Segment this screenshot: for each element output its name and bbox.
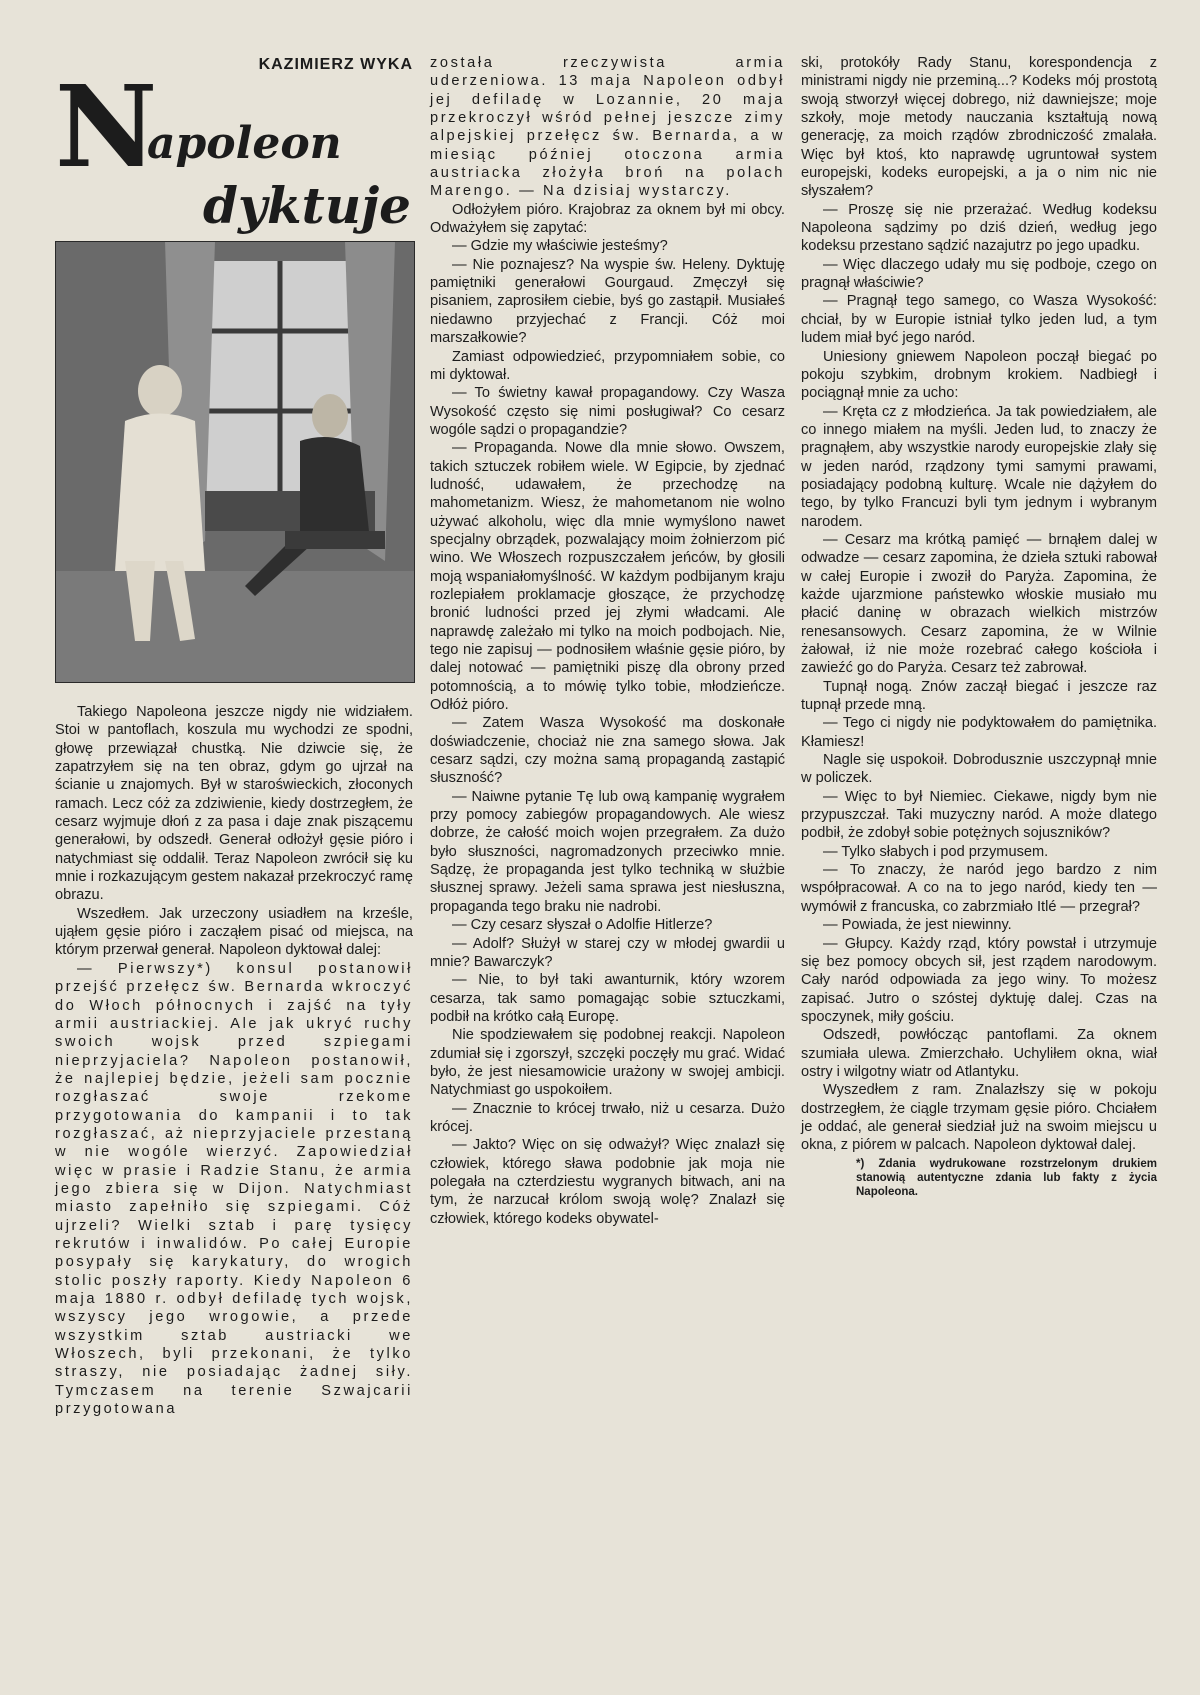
paragraph: — Pragnął tego samego, co Wasza Wysokość: chciał, by w Europie istniał tylko jeden lud, a tym ludem miał być jego naród. <box>801 293 1157 347</box>
paragraph: Odłożyłem pióro. Krajobraz za oknem był mi obcy. Odważyłem się zapytać: <box>430 201 785 237</box>
paragraph: Odszedł, powłócząc pantoflami. Za oknem szumiała ulewa. Zmierzchało. Uchyliłem okna, wiał ostry i wilgotny wiatr od Atlantyku. <box>801 1027 1157 1080</box>
paragraph: — Gdzie my właściwie jesteśmy? <box>452 238 668 255</box>
paragraph: — Naiwne pytanie Tę lub ową kampanię wygrałem przy pomocy zabiegów propagandowych. Ale wiesz dobrze, że całość moich wojen przegrałem. Za dużo było słuszności, nagromadzonych przeciwko mnie. Sądzę, że propaganda jest tylko techniką w służbie słusznej sprawy. Jeżeli sama sprawa jest niesłuszna, propaganda tego braku nie nadrobi. <box>430 788 785 915</box>
paragraph: Nagle się uspokoił. Dobrodusznie uszczypnął mnie w policzek. <box>801 752 1157 787</box>
paragraph: — Zatem Wasza Wysokość ma doskonałe doświadczenie, chociaż nie zna samego słowa. Jak cesarz sądzi, czy można samą propagandą zastąpić słuszność? <box>430 715 785 787</box>
paragraph: — Nie poznajesz? Na wyspie św. Heleny. Dyktuję pamiętniki generałowi Gourgaud. Zmęczył się pisaniem, zaprosiłem ciebie, byś go zastąpił. Musiałeś niedawno przyjechać z Francji. Cóż moi marszałkowie? <box>430 256 785 347</box>
paragraph: — Propaganda. Nowe dla mnie słowo. Owszem, takich sztuczek robiłem wiele. W Egipcie, by zjednać ludność, udawałem, że przechodzę na mahometanizm. Wiesz, że mahometanom nie wolno używać alkoholu, więc dla mnie wymyślono nawet specjalny obrządek, pozwalający moim żołnierzom pić wino. We Włoszech rozpuszczałem jeńców, by głosili moją wspaniałomyślność. W każdym podbijanym kraju rozlepiałem proklamacje głoszące, że przychodzę bronić ludności przed jej złymi władcami. Ale naprawdę zależało mi tylko na moich podbojach. Nie, tego nie zapisuj — podnosiłem właśnie gęsie pióro, by dalej notować — pamiętniki piszę dla obrony przed potomnością, a to mówię tylko tobie, młodzieńcze. Odłóż pióro. <box>430 440 785 714</box>
paragraph: Takiego Napoleona jeszcze nigdy nie widziałem. Stoi w pantoflach, koszula mu wychodzi ze spodni, głowę przewiązał chustką. Nie dziwcie się, że zapatrzyłem się na ten obraz, gdym go ujrzał na ścianie u znajomych. Był w staroświeckich, złoconych ramach. Lecz cóż za zdziwienie, kiedy dostrzegłem, że cesarz wyjmuje dłoń z za pasa i daje znak piszącemu generałowi, by odszedł. Generał odłożył gęsie pióro i natychmiast się oddalił. Teraz Napoleon zwrócił się ku mnie i rozkazującym gestem nakazał przekroczyć ramę obrazu. <box>55 704 413 904</box>
paragraph: — Tego ci nigdy nie podyktowałem do pamiętnika. Kłamiesz! <box>801 715 1157 750</box>
column-1-text <box>55 703 413 1418</box>
paragraph: Uniesiony gniewem Napoleon począł biegać po pokoju szybkim, drobnym krokiem. Nadbiegł i pociągnął mnie za ucho: <box>801 348 1157 402</box>
paragraph: — Pierwszy*) konsul postanowił przejść przełęcz św. Bernarda wkroczyć do Włoch północnych i zajść na tyły armii austriackiej. Ale jak ukryć ruchy swoich wojsk przed szpiegami nieprzyjaciela? Napoleon postanowił, że najlepiej będzie, jeżeli sam pocznie rozgłaszać swoje rzekome przygotowania do kampanii i to tak rozgłaszać, aż nieprzyjaciele przestaną w nie wogóle wierzyć. Zapowiedział więc w prasie i Radzie Stanu, że armia jego zbiera się w Dijon. Natychmiast miasto zapełniło się szpiegami. Cóż ujrzeli? Wielki sztab i parę tysięcy rekrutów i inwalidów. Po całej Europie posypały się karykatury, do wrogich stolic poszły raporty. Kiedy Napoleon 6 maja 1880 r. odbył defiladę tych wojsk, wszyscy jego wrogowie, a przede wszystkim sztab austriacki we Włoszech, byli przekonani, że tylko straszy, nie posiadając żadnej siły. Tymczasem na terenie Szwajcarii przygotowana <box>55 960 413 1418</box>
footnote: *) Zdania wydrukowane rozstrzelonym drukiem stanowią autentyczne zdania lub fakty z życia Napoleona. <box>856 1157 1157 1198</box>
author-name: KAZIMIERZ WYKA <box>258 56 413 73</box>
paragraph: ski, protokóły Rady Stanu, korespondencja z ministrami nigdy nie przeminą...? Kodeks mój prostotą swoją stworzył więcej dobrego, niż dawniejsze; moje szkoły, moje metody nauczania kształtują nową generację, za moich rządów zbrodniczość zmalała. Więc był ktoś, kto naprawdę ugruntował system europejski, kodeks europejski, a ja o nim nic nie słyszałem? <box>801 55 1157 200</box>
paragraph: — To świetny kawał propagandowy. Czy Wasza Wysokość często się nimi posługiwał? Co cesarz wogóle sądzi o propagandzie? <box>430 385 785 438</box>
paragraph: — Więc dlaczego udały mu się podboje, czego on pragnął właściwie? <box>801 256 1157 292</box>
paragraph: Wszedłem. Jak urzeczony usiadłem na krześle, ująłem gęsie pióro i zacząłem pisać od miejsca, na którym przerwał generał. Napoleon dyktował dalej: <box>55 905 413 959</box>
paragraph: — Kręta cz z młodzieńca. Ja tak powiedziałem, ale co innego miałem na myśli. Jeden lud, to znaczy że pragnąłem, aby wszystkie narody europejskie zlały się w jeden naród, rządzony tymi samymi prawami, posiadający podobną kulturę. Wcale nie dążyłem do tego, by tylko Francuzi byli tym jednym i wybranym narodem. <box>801 403 1157 530</box>
paragraph: — Więc to był Niemiec. Ciekawe, nigdy bym nie przypuszczał. Taki muzyczny naród. A może dlatego podbił, że zdobył sobie potężnych sojuszników? <box>801 788 1157 842</box>
paragraph: została rzeczywista armia uderzeniowa. 13 maja Napoleon odbył jej defiladę w Lozannie, 20 maja przekroczył wśród pełnej jeszcze zimy alpejskiej przełęcz św. Bernarda, a w miesiąc później otoczona armia austriacka złożyła broń na polach Marengo. — Na dzisiaj wystarczy. <box>430 55 785 200</box>
article-illustration <box>55 241 415 683</box>
paragraph: — Tylko słabych i pod przymusem. <box>823 843 1049 860</box>
paragraph: Nie spodziewałem się podobnej reakcji. Napoleon zdumiał się i zgorszył, szczęki poczęły mu grać. Widać było, że jest niesamowicie urażony w swojej ambicji. Natychmiast go uspokoiłem. <box>430 1027 785 1099</box>
napoleon-engraving <box>55 241 415 683</box>
paragraph: Tupnął nogą. Znów zaczął biegać i jeszcze raz tupnął przede mną. <box>801 678 1157 714</box>
title-word-1: apoleon <box>147 118 342 169</box>
paragraph: — Znacznie to krócej trwało, niż u cesarza. Dużo krócej. <box>430 1100 785 1135</box>
column-3 <box>801 54 1157 1199</box>
paragraph: Wyszedłem z ram. Znalazłszy się w pokoju dostrzegłem, że ciągle trzymam gęsie pióro. Chciałem je oddać, ale generał siedział już na swoim miejscu u okna, z piórem w palcach. Napoleon dyktował dalej. <box>801 1082 1157 1154</box>
paragraph: — Czy cesarz słyszał o Adolfie Hitlerze? <box>452 917 713 934</box>
paragraph: — Cesarz ma krótką pamięć — brnąłem dalej w odwadze — cesarz zapomina, że dzieła sztuki rabował w całej Europie i zwoził do Paryża. Zapomina, że każde ujarzmione państewko włoskie musiało mu płacić daninę w obrazach wielkich mistrzów renesansowych. Cesarz zapomina, że w Wilnie żałował, iż nie może rozebrać całego kościoła i zawieźć go do Paryża. Cesarz też zabrował. <box>801 531 1157 677</box>
title-initial: N <box>55 62 158 193</box>
column-1 <box>55 52 413 1418</box>
paragraph: Zamiast odpowiedzieć, przypomniałem sobie, co mi dyktował. <box>430 348 785 383</box>
paragraph: — Jakto? Więc on się odważył? Więc znalazł się człowiek, którego sława podobnie jak moja nie polegała na czterdziestu wygranych bitwach, ani na tym, że narzucał królom swoją wolę? Znalazł się człowiek, którego kodeks obywatel- <box>430 1137 785 1227</box>
paragraph: — Powiada, że jest niewinny. <box>823 917 1012 934</box>
paragraph: — Głupcy. Każdy rząd, który powstał i utrzymuje się bez pomocy obcych sił, jest rządem narodowym. Cały naród odpowiada za jego winy. To możesz zapisać. Jutro o szóstej dyktuję dalej. Czas na spoczynek, miły gościu. <box>801 935 1157 1025</box>
paragraph: — Nie, to był taki awanturnik, który wzorem cesarza, tak samo pomagając sobie sztuczkami, podbił na krótko całą Europę. <box>430 972 785 1025</box>
paragraph: — Adolf? Służył w starej czy w młodej gwardii u mnie? Bawarczyk? <box>430 935 785 970</box>
column-2 <box>430 54 785 1228</box>
paragraph: — Proszę się nie przerażać. Według kodeksu Napoleona sądzimy po dziś dzień, według jego kodeksu przestano sądzić nazajutrz po jego upadku. <box>801 201 1157 255</box>
title-word-2: dyktuje <box>202 176 411 235</box>
paragraph: — To znaczy, że naród jego bardzo z nim współpracował. A co na to jego naród, kiedy ten — wymówił z francuska, co zabrzmiało Itlé — przegrał? <box>801 862 1157 915</box>
